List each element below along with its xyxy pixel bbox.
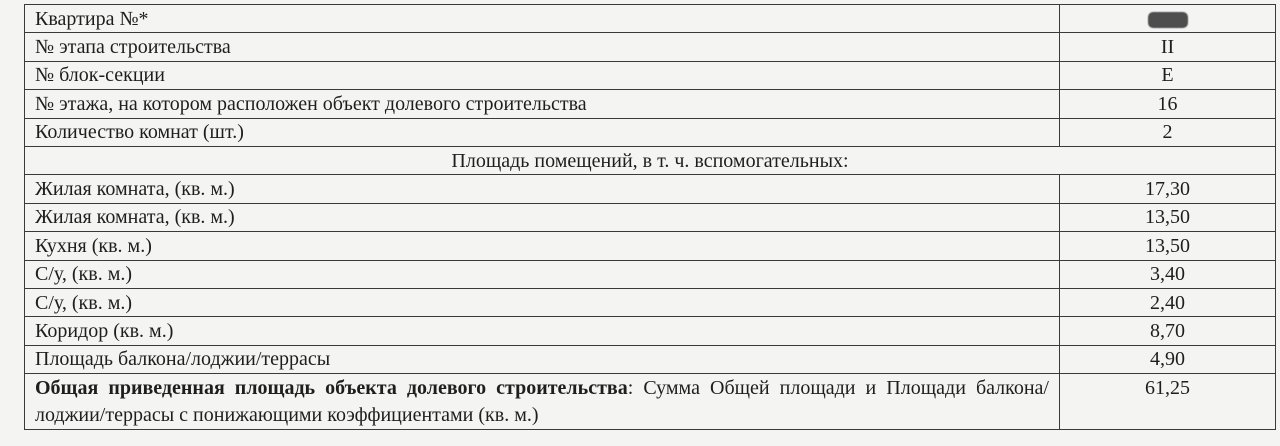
section-header: Площадь помещений, в т. ч. вспомогательных: — [25, 146, 1276, 174]
table-row — [25, 232, 1276, 260]
total-area-label-rest: : Сумма Общей площади и Площади балкона/лоджии/террасы с понижающими коэффициентами (кв. м.) — [35, 377, 1049, 427]
total-area-value: 61,25 — [1060, 374, 1276, 430]
table-row — [25, 260, 1276, 288]
row-value: 2,40 — [1060, 288, 1276, 316]
table-row — [25, 317, 1276, 345]
table-row — [25, 288, 1276, 316]
row-label: С/у, (кв. м.) — [25, 260, 1060, 288]
row-label: Кухня (кв. м.) — [25, 232, 1060, 260]
table-row — [25, 345, 1276, 373]
row-value: Е — [1060, 61, 1276, 89]
row-label: Коридор (кв. м.) — [25, 317, 1060, 345]
row-value: 17,30 — [1060, 175, 1276, 203]
row-value: 2 — [1060, 118, 1276, 146]
row-label: Жилая комната, (кв. м.) — [25, 203, 1060, 231]
table-row — [25, 90, 1276, 118]
apartment-spec-table — [24, 4, 1276, 430]
row-label: № блок-секции — [25, 61, 1060, 89]
total-area-label — [25, 374, 1060, 430]
row-value: 16 — [1060, 90, 1276, 118]
row-label: № этапа строительства — [25, 33, 1060, 61]
row-value: 4,90 — [1060, 345, 1276, 373]
section-header-row — [25, 146, 1276, 174]
row-value: 8,70 — [1060, 317, 1276, 345]
total-area-label-bold: Общая приведенная площадь объекта долевого строительства — [35, 377, 628, 400]
table-row — [25, 175, 1276, 203]
row-label: Количество комнат (шт.) — [25, 118, 1060, 146]
redacted-mark — [1148, 12, 1188, 28]
table-row — [25, 203, 1276, 231]
row-label: № этажа, на котором расположен объект долевого строительства — [25, 90, 1060, 118]
apartment-number-cell — [1060, 5, 1276, 33]
row-label: С/у, (кв. м.) — [25, 288, 1060, 316]
row-label: Жилая комната, (кв. м.) — [25, 175, 1060, 203]
row-value: 13,50 — [1060, 203, 1276, 231]
total-area-row — [25, 374, 1276, 430]
row-value: II — [1060, 33, 1276, 61]
row-label: Квартира №* — [25, 5, 1060, 33]
table-row — [25, 33, 1276, 61]
row-value: 13,50 — [1060, 232, 1276, 260]
table-row — [25, 61, 1276, 89]
table-row — [25, 5, 1276, 33]
row-value: 3,40 — [1060, 260, 1276, 288]
table-row — [25, 118, 1276, 146]
row-label: Площадь балкона/лоджии/террасы — [25, 345, 1060, 373]
